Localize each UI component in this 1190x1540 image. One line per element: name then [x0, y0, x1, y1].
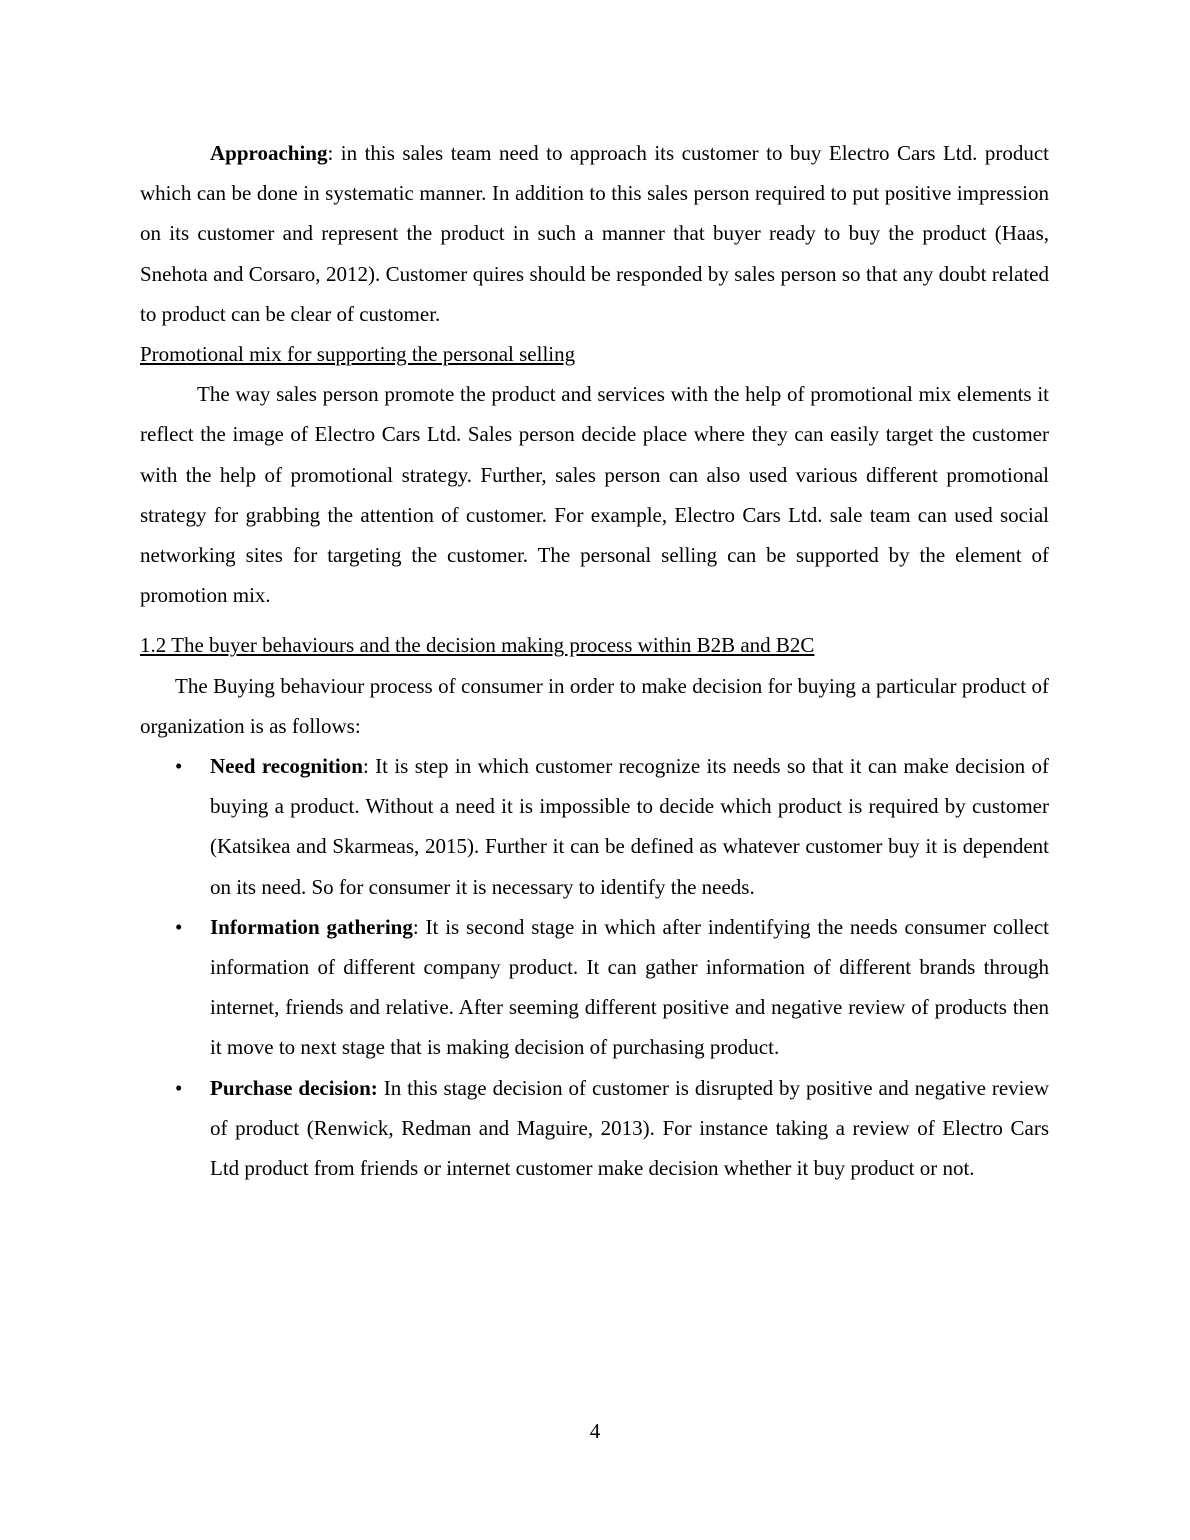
purchase-decision-text: In this stage decision of customer is disrupted by positive and negative review of product (Renwick, Redman and Maguire, 2013). For instance taking a review of Electro Cars Ltd product from friends or internet customer make decision whether it buy product or not. — [210, 1075, 1049, 1181]
buying-process-list — [140, 746, 1049, 1188]
promotional-mix-heading: Promotional mix for supporting the personal selling — [140, 342, 576, 367]
page-content — [140, 133, 1049, 1188]
list-item-need-recognition — [140, 746, 1049, 907]
bullet-icon: • — [175, 1075, 183, 1100]
buying-behaviour-intro: The Buying behaviour process of consumer in order to make decision for buying a particular product of organization is as follows: — [140, 673, 1049, 738]
information-gathering-text: : It is second stage in which after indentifying the needs consumer collect information of different company product. It can gather information of different brands through internet, friends and relative. After seeming different positive and negative review of products then it move to next stage that is making decision of purchasing product. — [210, 914, 1049, 1060]
page-number: 4 — [589, 1419, 601, 1443]
list-item-purchase-decision — [140, 1068, 1049, 1189]
purchase-decision-term: Purchase decision: — [210, 1075, 378, 1100]
list-item-information-gathering — [140, 907, 1049, 1068]
promotional-mix-paragraph: The way sales person promote the product and services with the help of promotional mix elements it reflect the image of Electro Cars Ltd. Sales person decide place where they can easily target the customer with the help of promotional strategy. Further, sales person can also used various different promotional strategy for grabbing the attention of customer. For example, Electro Cars Ltd. sale team can used social networking sites for targeting the customer. The personal selling can be supported by the element of promotion mix. — [140, 382, 1049, 608]
section-1-2-heading: 1.2 The buyer behaviours and the decision making process within B2B and B2C — [140, 633, 815, 658]
approaching-paragraph — [140, 133, 1049, 334]
need-recognition-term: Need recognition — [210, 754, 363, 779]
need-recognition-text: : It is step in which customer recognize its needs so that it can make decision of buying a product. Without a need it is impossible to decide which product is required by customer (Katsikea and Skarmeas, 2015). Further it can be defined as whatever customer buy it is dependent on its need. So for consumer it is necessary to identify the needs. — [210, 754, 1049, 899]
information-gathering-term: Information gathering — [210, 914, 413, 939]
bullet-icon: • — [175, 754, 183, 779]
approaching-term: Approaching — [210, 141, 328, 165]
approaching-text: : in this sales team need to approach its customer to buy Electro Cars Ltd. product which can be done in systematic manner. In addition to this sales person required to put positive impression on its customer and represent the product in such a manner that buyer ready to buy the product (Haas, Snehota and Corsaro, 2012). Customer quires should be responded by sales person so that any doubt related to product can be clear of customer. — [140, 141, 1049, 326]
bullet-icon: • — [175, 914, 183, 939]
